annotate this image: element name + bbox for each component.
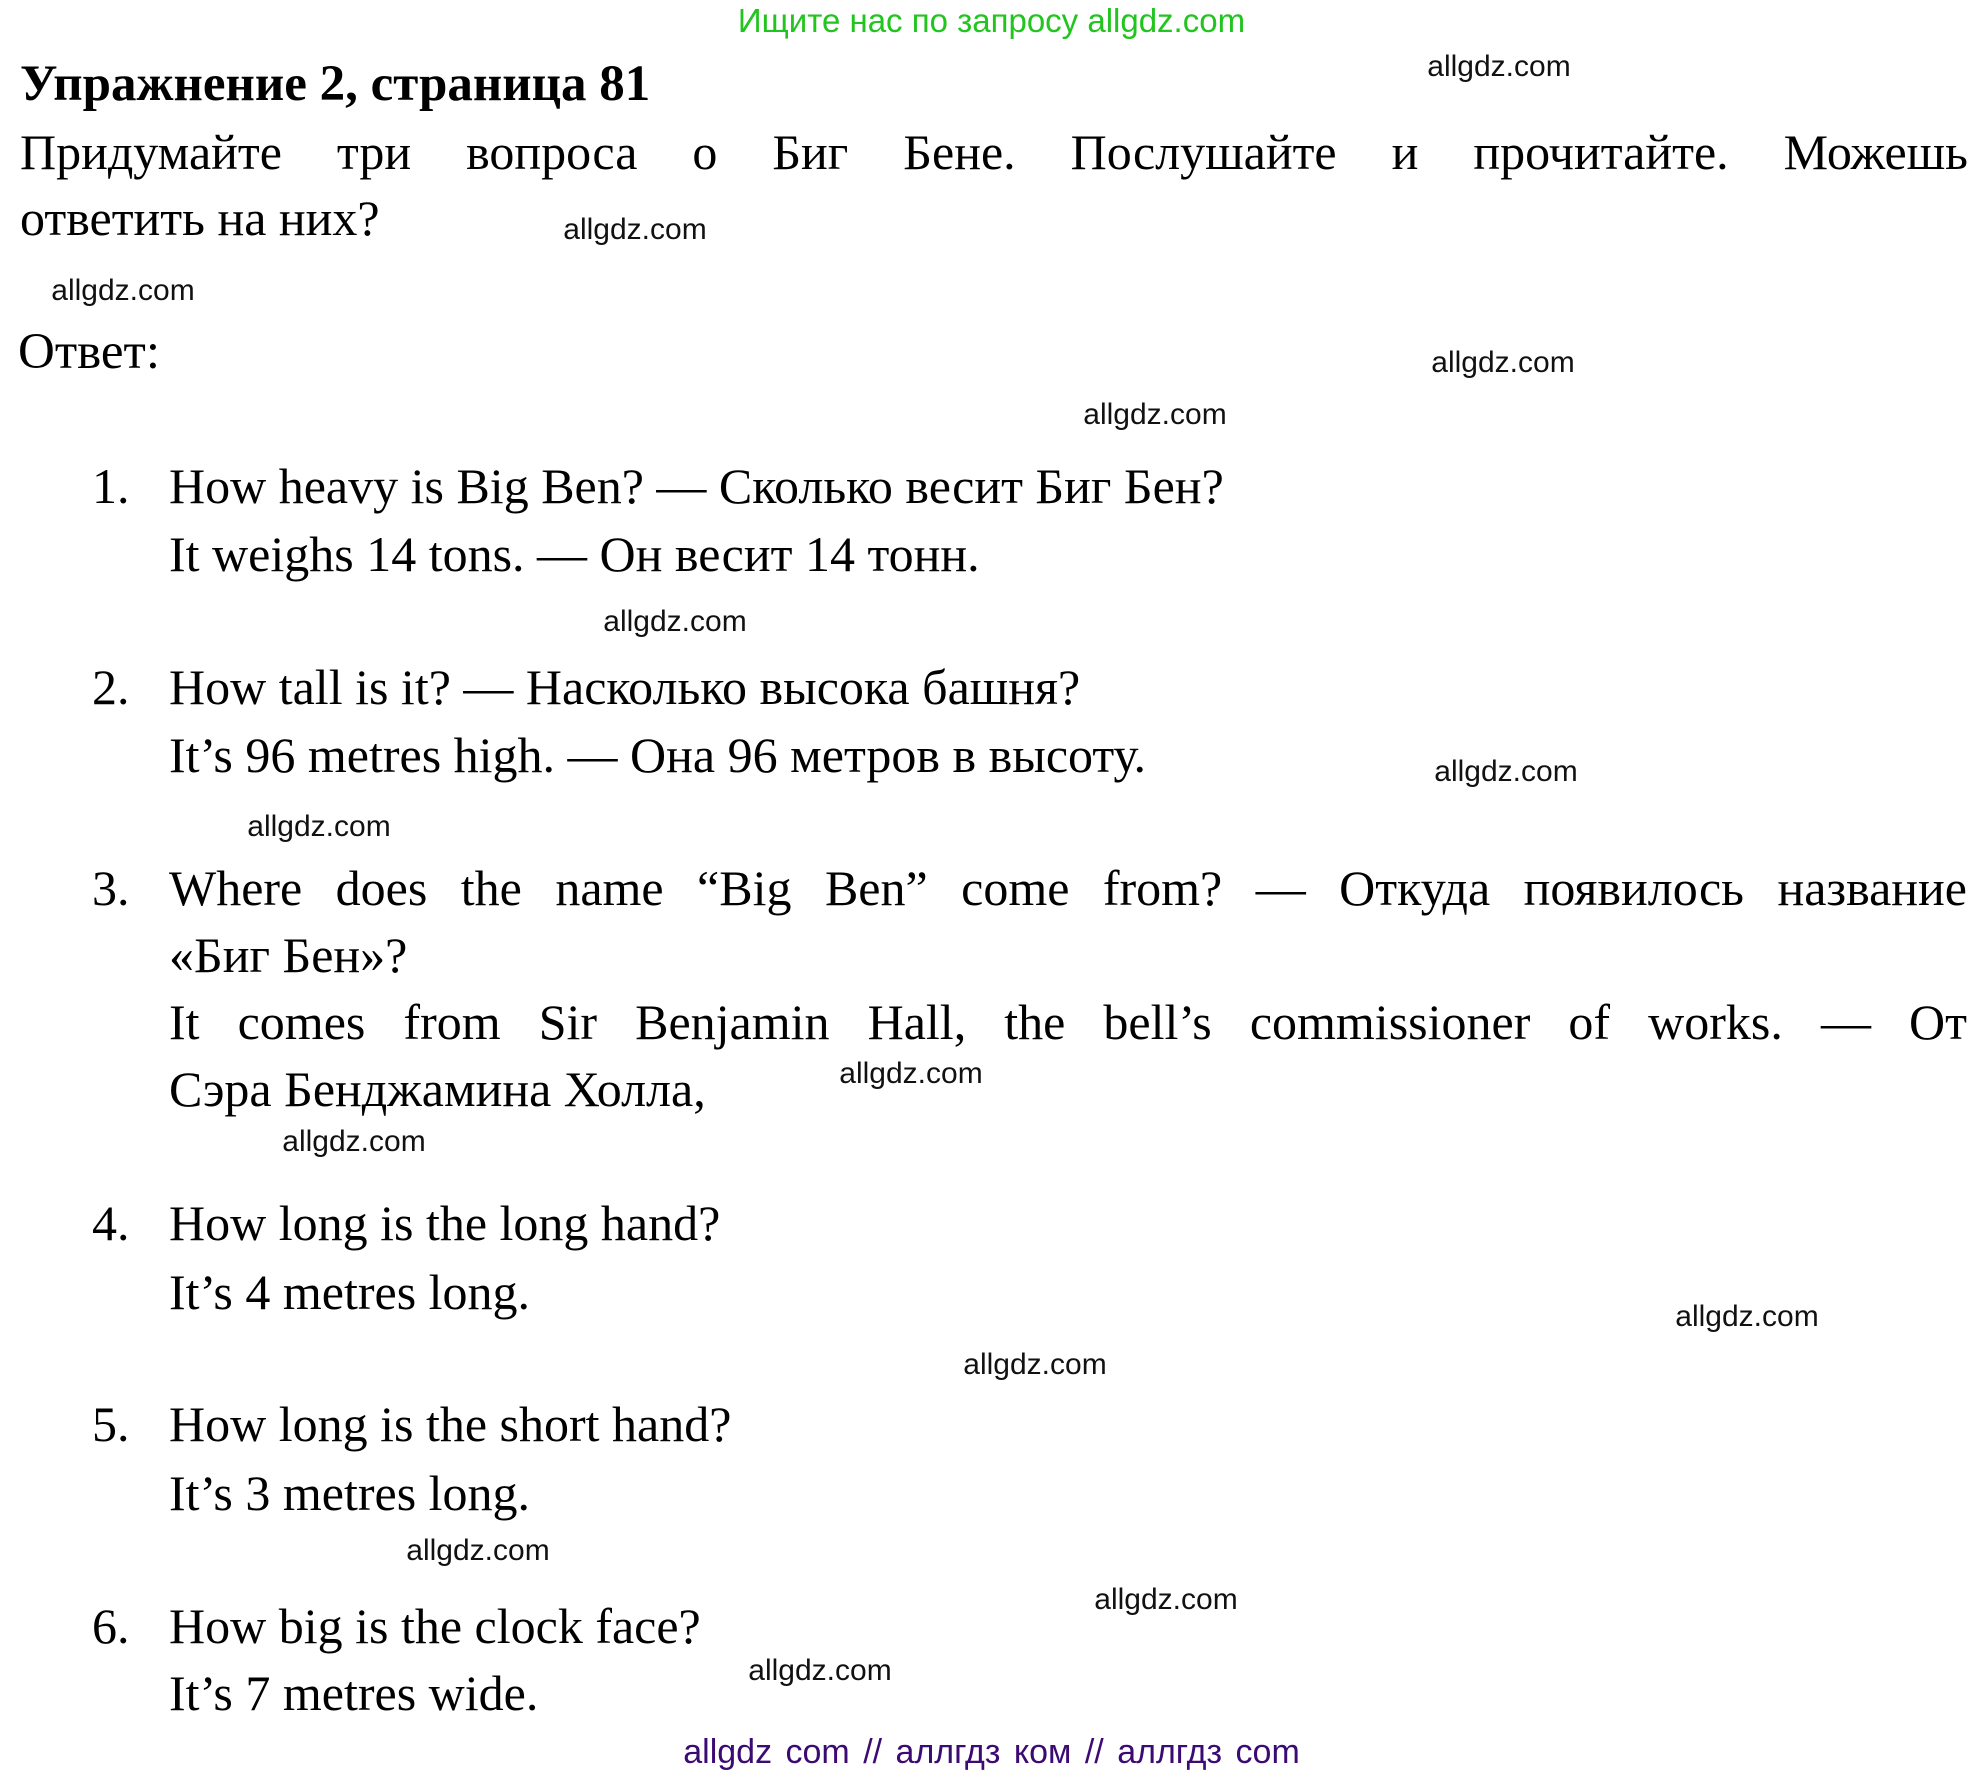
item-number-4: 4. xyxy=(92,1195,130,1251)
item-1-question: How heavy is Big Ben? — Сколько весит Биг Бен? xyxy=(169,458,1224,514)
item-number-5: 5. xyxy=(92,1396,130,1452)
item-4-question: How long is the long hand? xyxy=(169,1195,721,1251)
watermark: allgdz.com xyxy=(1083,398,1227,431)
item-1-answer: It weighs 14 tons. — Он весит 14 тонн. xyxy=(169,526,980,582)
item-number-1: 1. xyxy=(92,458,130,514)
watermark: allgdz.com xyxy=(282,1125,426,1158)
item-number-2: 2. xyxy=(92,659,130,715)
item-number-3: 3. xyxy=(92,860,130,916)
watermark: allgdz.com xyxy=(406,1534,550,1567)
item-4-answer: It’s 4 metres long. xyxy=(169,1264,531,1320)
item-5-question: How long is the short hand? xyxy=(169,1396,732,1452)
instruction-line-2: ответить на них? xyxy=(20,190,380,246)
item-2-answer: It’s 96 metres high. — Она 96 метров в высоту. xyxy=(169,727,1147,783)
watermark: allgdz.com xyxy=(963,1348,1107,1381)
item-6-answer: It’s 7 metres wide. xyxy=(169,1665,539,1721)
instruction-line-1: Придумайте три вопроса о Биг Бене. Послушайте и прочитайте. Можешь xyxy=(20,124,1968,180)
watermark: allgdz.com xyxy=(1675,1300,1819,1333)
answer-label: Ответ: xyxy=(18,324,160,380)
watermark: allgdz.com xyxy=(1431,346,1575,379)
page-title: Упражнение 2, страница 81 xyxy=(20,56,651,112)
watermark: allgdz.com xyxy=(748,1654,892,1687)
watermark: allgdz.com xyxy=(1427,50,1571,83)
footer-watermark: allgdz com // аллгдз ком // аллгдз com xyxy=(683,1733,1300,1771)
item-2-question: How tall is it? — Насколько высока башня? xyxy=(169,659,1081,715)
item-3-answer: It comes from Sir Benjamin Hall, the bell’s commissioner of works. — От xyxy=(169,994,1967,1050)
watermark: allgdz.com xyxy=(1094,1583,1238,1616)
watermark: allgdz.com xyxy=(247,810,391,843)
item-3-question-cont: «Биг Бен»? xyxy=(169,927,408,983)
watermark: allgdz.com xyxy=(1434,755,1578,788)
watermark: allgdz.com xyxy=(839,1057,983,1090)
item-number-6: 6. xyxy=(92,1598,130,1654)
item-5-answer: It’s 3 metres long. xyxy=(169,1465,531,1521)
item-3-question: Where does the name “Big Ben” come from? — Откуда появилось название xyxy=(169,860,1967,916)
watermark: allgdz.com xyxy=(51,274,195,307)
item-3-answer-cont: Сэра Бенджамина Холла, xyxy=(169,1061,706,1117)
item-6-question: How big is the clock face? xyxy=(169,1598,701,1654)
search-banner: Ищите нас по запросу allgdz.com xyxy=(737,2,1246,39)
watermark: allgdz.com xyxy=(563,213,707,246)
watermark: allgdz.com xyxy=(603,605,747,638)
